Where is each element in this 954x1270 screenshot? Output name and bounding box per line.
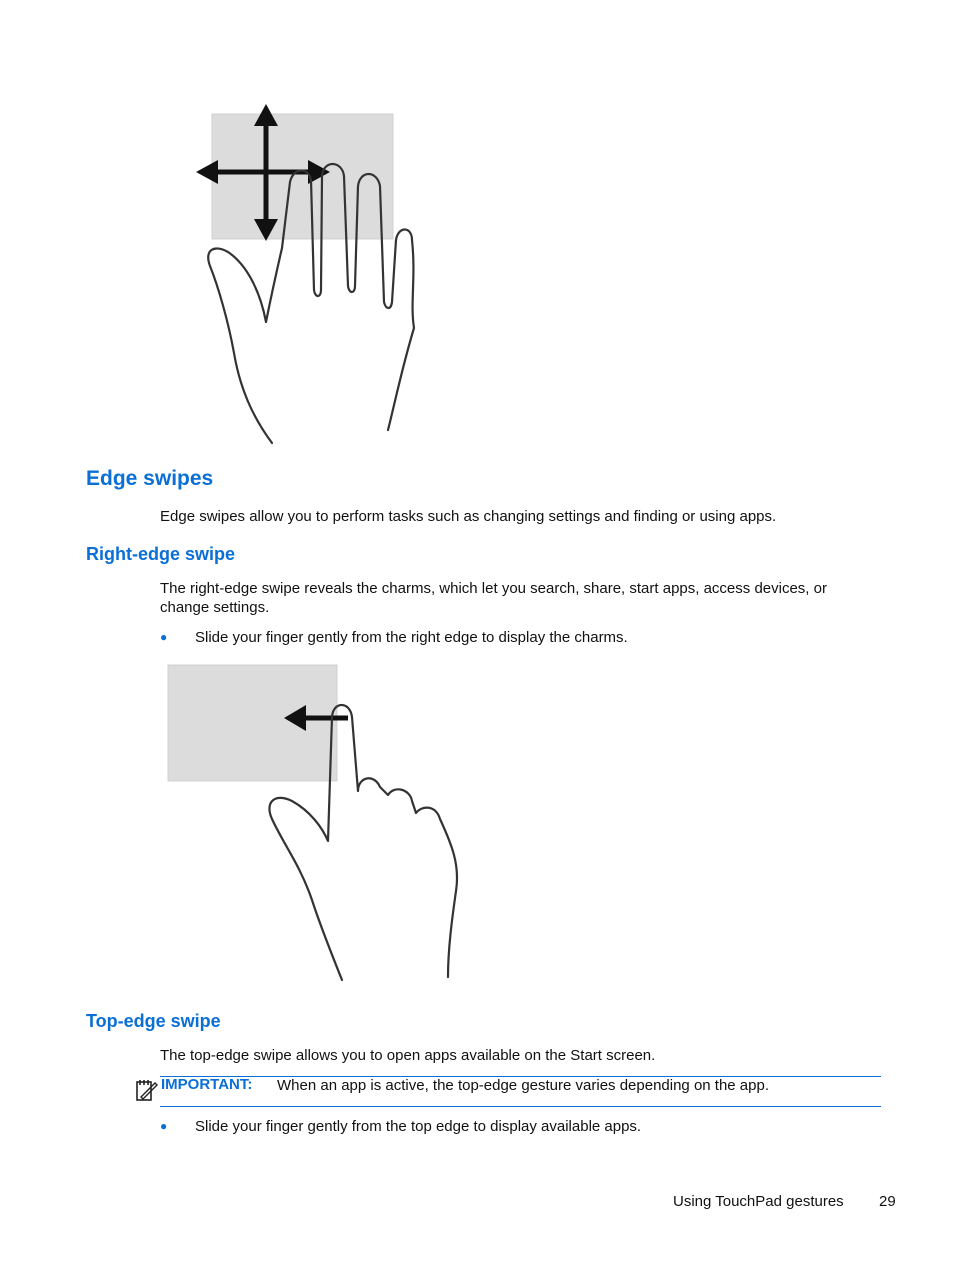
top-edge-bullet-text: Slide your finger gently from the top edge to display available apps. <box>195 1118 642 1135</box>
right-edge-bullet-text: Slide your finger gently from the right edge to display the charms. <box>195 629 628 646</box>
section-heading-edge-swipes: Edge swipes <box>86 467 214 490</box>
right-edge-description-line-1: The right-edge swipe reveals the charms, which let you search, share, start apps, access devices, or <box>160 580 827 597</box>
right-edge-description-line-2: change settings. <box>160 599 270 616</box>
section-heading-right-edge-swipe: Right-edge swipe <box>86 544 236 564</box>
touchpad-area <box>212 114 393 239</box>
section-heading-top-edge-swipe: Top-edge swipe <box>86 1011 221 1031</box>
important-bottom-rule <box>160 1106 881 1107</box>
footer-title: Using TouchPad gestures <box>673 1193 844 1210</box>
important-label: IMPORTANT: <box>161 1076 253 1093</box>
important-text: When an app is active, the top-edge gesture varies depending on the app. <box>277 1077 770 1094</box>
bullet-icon: ● <box>160 1119 168 1133</box>
touchpad-area <box>168 665 337 781</box>
important-note-icon <box>133 1077 159 1103</box>
page-number: 29 <box>879 1193 896 1210</box>
edge-swipes-intro: Edge swipes allow you to perform tasks such as changing settings and finding or using apps. <box>160 508 777 525</box>
hand-four-finger-swipe-illustration <box>190 98 430 448</box>
bullet-icon: ● <box>160 630 168 644</box>
top-edge-description: The top-edge swipe allows you to open apps available on the Start screen. <box>160 1047 656 1064</box>
hand-right-edge-swipe-illustration <box>160 655 470 985</box>
